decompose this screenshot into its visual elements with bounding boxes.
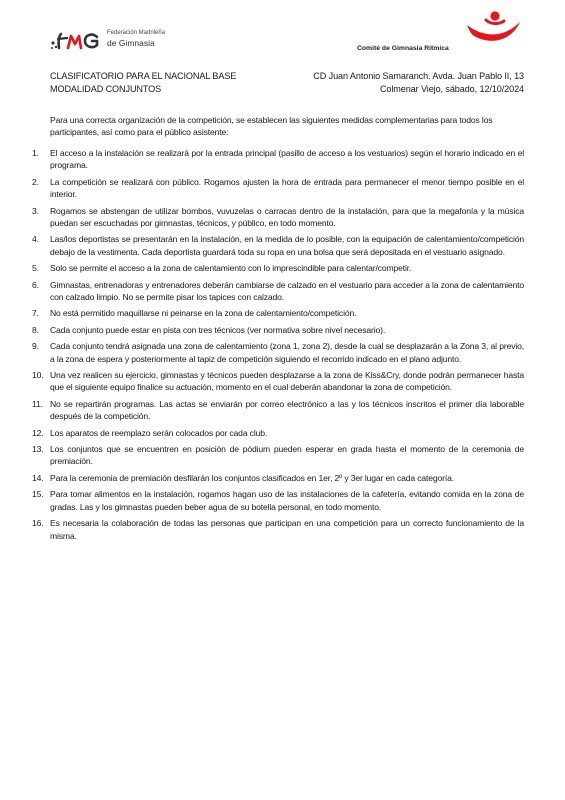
rule-item bbox=[32, 279, 524, 304]
rule-item bbox=[32, 324, 524, 336]
rule-item bbox=[32, 147, 524, 172]
title-line-1: CLASIFICATORIO PARA EL NACIONAL BASE bbox=[50, 71, 237, 81]
title-line-2: MODALIDAD CONJUNTOS bbox=[50, 83, 162, 94]
rule-text: Es necesaria la colaboración de todas las personas que participan en una competición para un correcto funcionamiento de la misma. bbox=[50, 518, 524, 541]
rule-item bbox=[32, 517, 524, 542]
rule-text: Para la ceremonia de premiación desfilarán los conjuntos clasificados en 1er, 2º y 3er lugar en cada categoría. bbox=[50, 472, 455, 483]
rule-item bbox=[32, 427, 524, 439]
rule-item bbox=[32, 340, 524, 365]
rule-text: Rogamos se abstengan de utilizar bombos, vuvuzelas o carracas dentro de la instalación, para que la megafonía y la música puedan ser escuchadas por gimnastas, técnicos, y público, en todo momento. bbox=[50, 205, 524, 228]
rule-text: La competición se realizará con público. Rogamos ajusten la hora de entrada para permanecer el menor tiempo posible en el interior. bbox=[50, 176, 524, 200]
rule-text: No está permitido maquillarse ni peinarse en la zona de calentamiento/competición. bbox=[50, 308, 357, 319]
rule-number: 11. bbox=[32, 398, 43, 409]
rule-text: Solo se permite el acceso a la zona de calentamiento con lo imprescindible para calentar/competir. bbox=[50, 263, 412, 274]
rule-item bbox=[32, 488, 524, 513]
committee-label: Comité de Gimnasia Rítmica bbox=[357, 45, 449, 52]
federation-logo bbox=[50, 26, 200, 52]
rules-list bbox=[32, 147, 524, 546]
rule-text: El acceso a la instalación se realizará por la entrada principal (pasillo de acceso a los vestuarios) según el horario indicado en el programa. bbox=[50, 148, 524, 171]
document-title bbox=[50, 70, 236, 95]
rule-text: Los conjuntos que se encuentren en posición de pódium pueden esperar en grada hasta el momento de la ceremonia de premiación. bbox=[50, 444, 524, 467]
rule-item bbox=[32, 262, 524, 274]
rule-text: Gimnastas, entrenadoras y entrenadores deberán cambiarse de calzado en el vestuario para acceder a la zona de calentamiento con calzado limpio. No se permite pisar los tapices con calzado. bbox=[50, 279, 524, 302]
rule-number: 12. bbox=[32, 427, 44, 438]
rule-number: 10. bbox=[32, 370, 44, 381]
rule-text: Los aparatos de reemplazo serán colocados por cada club. bbox=[50, 427, 268, 438]
rule-text: Cada conjunto puede estar en pista con tres técnicos (ver normativa sobre nivel necesario). bbox=[50, 324, 386, 335]
rule-number: 3. bbox=[32, 205, 39, 216]
rule-text: Para tomar alimentos en la instalación, rogamos hagan uso de las instalaciones de la cafetería, evitando comida en la zona de gradas. Las y los gimnastas pueden beber agua de su botella personal, en todo momento. bbox=[50, 489, 524, 512]
rule-text: Las/los deportistas se presentarán en la instalación, en la medida de lo posible, con la equipación de calentamiento/competición debajo de la vestimenta. Cada deportista guardará toda su ropa en una bolsa que será depositada en el vestuario asignado. bbox=[50, 234, 524, 257]
rule-item bbox=[32, 307, 524, 319]
rule-number: 5. bbox=[32, 263, 39, 274]
venue-line-2: Colmenar Viejo, sábado, 12/10/2024 bbox=[379, 83, 524, 94]
rule-number: 14. bbox=[32, 472, 44, 483]
rule-number: 7. bbox=[32, 308, 39, 319]
rule-item bbox=[32, 443, 524, 468]
rule-number: 8. bbox=[32, 324, 39, 335]
rule-number: 13. bbox=[32, 444, 44, 455]
rule-number: 15. bbox=[32, 489, 44, 500]
venue-info bbox=[313, 70, 524, 95]
rule-item bbox=[32, 472, 524, 484]
venue-line-1: CD Juan Antonio Samaranch. Avda. Juan Pablo II, 13 bbox=[313, 71, 524, 81]
rule-number: 6. bbox=[32, 279, 39, 290]
rhythmic-gymnastics-logo-icon bbox=[462, 10, 524, 48]
federation-name: de Gimnasia bbox=[107, 38, 155, 48]
rule-text: No se repartirán programas. Las actas se enviarán por correo electrónico a las y los técnicos inscritos el primer día laborable después de la competición. bbox=[50, 398, 524, 422]
rule-item bbox=[32, 369, 524, 394]
intro-paragraph: Para una correcta organización de la competición, se establecen las siguientes medidas complementarias para todos los participantes, así como para el público asistente: bbox=[50, 115, 493, 138]
rule-text: Una vez realicen su ejercicio, gimnastas y técnicos pueden desplazarse a la zona de Kiss&Cry, donde podrán permanecer hasta que el siguiente equipo finalice su actuación, momento en el cual deberán abandonar la zona de competición. bbox=[50, 370, 524, 393]
rule-number: 9. bbox=[32, 341, 39, 352]
rule-number: 16. bbox=[32, 518, 44, 529]
rule-number: 4. bbox=[32, 234, 39, 245]
rule-item bbox=[32, 205, 524, 230]
rule-number: 2. bbox=[32, 176, 39, 187]
fmg-logo-mark-icon bbox=[50, 26, 104, 52]
rule-text: Cada conjunto tendrá asignada una zona de calentamiento (zona 1, zona 2), desde la cual se desplazarán a la Zona 3, al previo, a la zona de espera y posteriormente al tapiz de competición siguiendo el recorrido indicado en el plano adjunto. bbox=[50, 341, 524, 364]
rule-item bbox=[32, 398, 524, 423]
rule-item bbox=[32, 176, 524, 201]
rule-number: 1. bbox=[32, 148, 39, 158]
federation-small-label: Federación Madrileña bbox=[107, 30, 166, 36]
rule-item bbox=[32, 233, 524, 258]
